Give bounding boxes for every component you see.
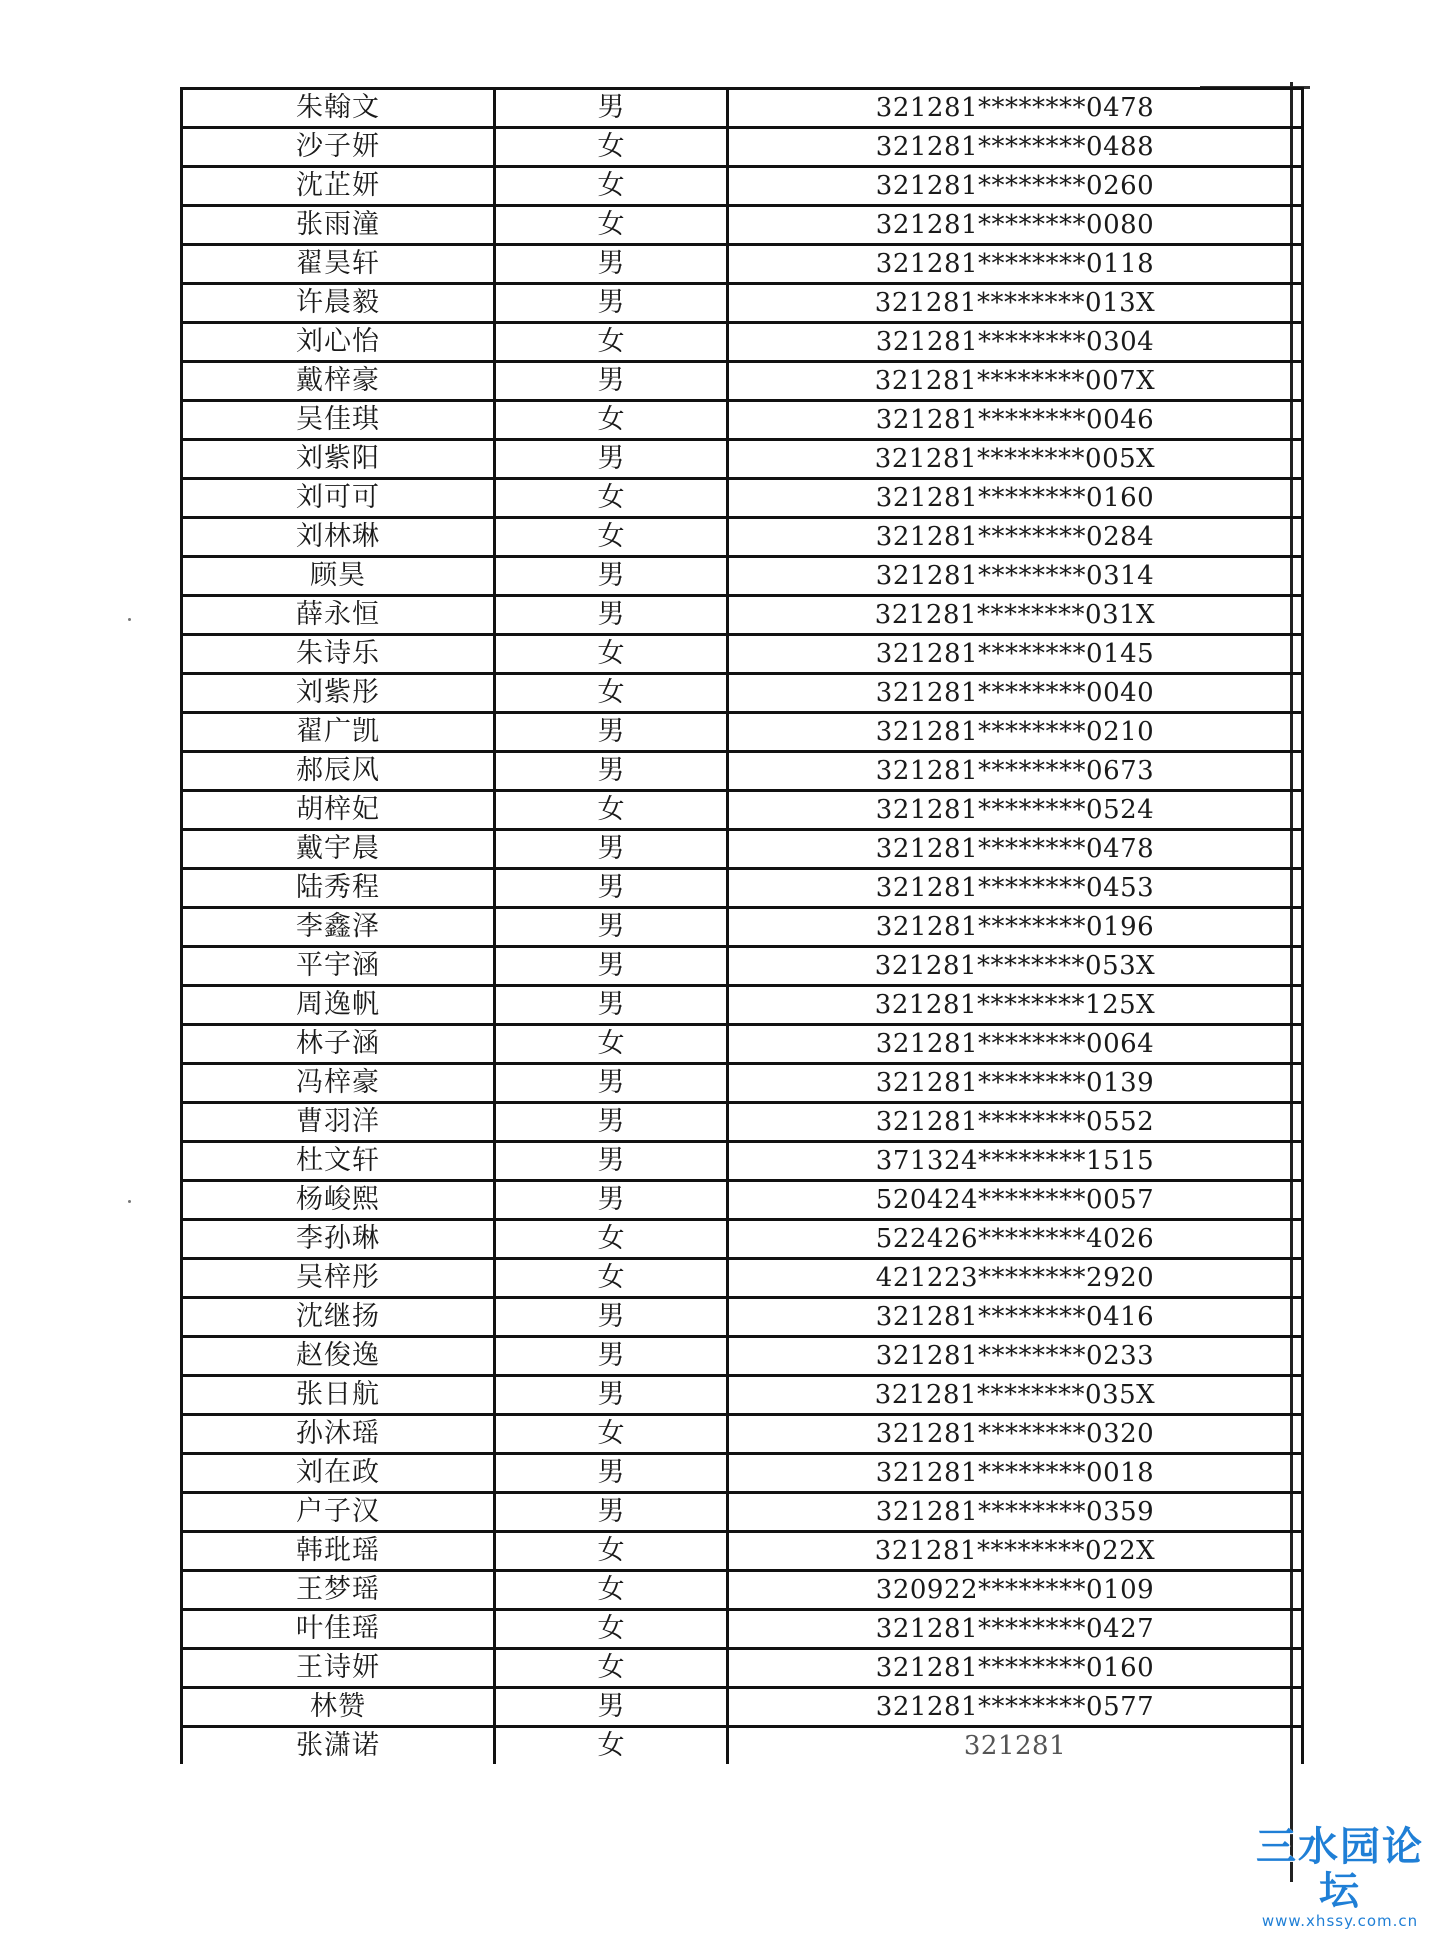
table-row — [182, 1220, 1303, 1259]
id-number-cell: 321281********0427 — [728, 1610, 1303, 1649]
name-cell: 朱翰文 — [182, 89, 495, 128]
name-cell: 林赞 — [182, 1688, 495, 1727]
gender-cell: 男 — [495, 947, 728, 986]
name-cell: 刘紫阳 — [182, 440, 495, 479]
gender-cell: 男 — [495, 89, 728, 128]
id-number-cell: 321281********0314 — [728, 557, 1303, 596]
id-number-cell: 321281********053X — [728, 947, 1303, 986]
table-row — [182, 557, 1303, 596]
forum-watermark — [1250, 1825, 1430, 1929]
gender-cell: 男 — [495, 284, 728, 323]
gender-cell: 男 — [495, 1454, 728, 1493]
name-cell: 陆秀程 — [182, 869, 495, 908]
id-number-cell: 520424********0057 — [728, 1181, 1303, 1220]
name-cell: 戴梓豪 — [182, 362, 495, 401]
table-row — [182, 1259, 1303, 1298]
scan-speck — [128, 618, 131, 621]
id-number-cell: 321281********0260 — [728, 167, 1303, 206]
gender-cell: 男 — [495, 1298, 728, 1337]
name-cell: 胡梓妃 — [182, 791, 495, 830]
table-row — [182, 1025, 1303, 1064]
gender-cell: 女 — [495, 323, 728, 362]
gender-cell: 男 — [495, 1688, 728, 1727]
gender-cell: 女 — [495, 401, 728, 440]
id-number-cell: 321281********0080 — [728, 206, 1303, 245]
name-cell: 户子汉 — [182, 1493, 495, 1532]
id-number-cell: 321281********0304 — [728, 323, 1303, 362]
id-number-cell: 321281********0145 — [728, 635, 1303, 674]
name-cell: 张日航 — [182, 1376, 495, 1415]
table-row — [182, 830, 1303, 869]
id-number-cell: 321281********0233 — [728, 1337, 1303, 1376]
id-number-cell: 321281********0524 — [728, 791, 1303, 830]
gender-cell: 女 — [495, 1259, 728, 1298]
roster-table-container — [180, 87, 1292, 1764]
name-cell: 吴梓彤 — [182, 1259, 495, 1298]
gender-cell: 男 — [495, 362, 728, 401]
id-number-cell: 321281********0673 — [728, 752, 1303, 791]
name-cell: 刘可可 — [182, 479, 495, 518]
id-number-cell: 321281********0359 — [728, 1493, 1303, 1532]
table-row — [182, 947, 1303, 986]
id-number-cell: 321281********0478 — [728, 89, 1303, 128]
gender-cell: 男 — [495, 830, 728, 869]
gender-cell: 女 — [495, 518, 728, 557]
gender-cell: 男 — [495, 1376, 728, 1415]
gender-cell: 男 — [495, 245, 728, 284]
name-cell: 林子涵 — [182, 1025, 495, 1064]
gender-cell: 男 — [495, 1064, 728, 1103]
table-row — [182, 167, 1303, 206]
table-row — [182, 284, 1303, 323]
table-row — [182, 1064, 1303, 1103]
table-row — [182, 1688, 1303, 1727]
id-number-cell: 321281********0552 — [728, 1103, 1303, 1142]
name-cell: 翟广凯 — [182, 713, 495, 752]
id-number-cell: 321281********0046 — [728, 401, 1303, 440]
gender-cell: 男 — [495, 596, 728, 635]
name-cell: 孙沐瑶 — [182, 1415, 495, 1454]
table-row — [182, 1376, 1303, 1415]
gender-cell: 男 — [495, 440, 728, 479]
table-row — [182, 128, 1303, 167]
table-row — [182, 1181, 1303, 1220]
roster-table-body — [182, 89, 1303, 1765]
table-row-partial — [182, 1727, 1303, 1765]
id-number-cell: 321281********0210 — [728, 713, 1303, 752]
table-row — [182, 1610, 1303, 1649]
roster-table — [180, 87, 1304, 1764]
id-number-cell: 321281********031X — [728, 596, 1303, 635]
gender-cell: 女 — [495, 1415, 728, 1454]
id-number-cell: 321281********022X — [728, 1532, 1303, 1571]
id-number-cell: 321281********0139 — [728, 1064, 1303, 1103]
name-cell: 薛永恒 — [182, 596, 495, 635]
table-row — [182, 479, 1303, 518]
table-row — [182, 362, 1303, 401]
name-cell: 王诗妍 — [182, 1649, 495, 1688]
name-cell: 李鑫泽 — [182, 908, 495, 947]
name-cell: 戴宇晨 — [182, 830, 495, 869]
table-row — [182, 1298, 1303, 1337]
table-row — [182, 1337, 1303, 1376]
gender-cell: 男 — [495, 986, 728, 1025]
gender-cell: 男 — [495, 1493, 728, 1532]
name-cell: 顾昊 — [182, 557, 495, 596]
scan-speck — [128, 1200, 131, 1203]
name-cell: 李孙琳 — [182, 1220, 495, 1259]
gender-cell: 男 — [495, 557, 728, 596]
name-cell: 刘心怡 — [182, 323, 495, 362]
gender-cell: 女 — [495, 1571, 728, 1610]
name-cell: 叶佳瑶 — [182, 1610, 495, 1649]
watermark-logo: 三水园论坛 — [1256, 1824, 1424, 1914]
table-row — [182, 1415, 1303, 1454]
name-cell: 赵俊逸 — [182, 1337, 495, 1376]
table-row — [182, 1142, 1303, 1181]
name-cell: 韩玭瑶 — [182, 1532, 495, 1571]
id-number-cell: 522426********4026 — [728, 1220, 1303, 1259]
table-row — [182, 1103, 1303, 1142]
table-row — [182, 986, 1303, 1025]
gender-cell: 女 — [495, 167, 728, 206]
table-row — [182, 518, 1303, 557]
gender-cell: 女 — [495, 791, 728, 830]
name-cell: 平宇涵 — [182, 947, 495, 986]
gender-cell: 男 — [495, 752, 728, 791]
name-cell: 吴佳琪 — [182, 401, 495, 440]
id-number-cell: 321281********0160 — [728, 1649, 1303, 1688]
gender-cell: 女 — [495, 1025, 728, 1064]
gender-cell: 男 — [495, 1142, 728, 1181]
id-number-cell: 320922********0109 — [728, 1571, 1303, 1610]
gender-cell: 男 — [495, 908, 728, 947]
gender-cell: 男 — [495, 1337, 728, 1376]
table-row — [182, 1493, 1303, 1532]
gender-cell: 男 — [495, 869, 728, 908]
id-number-cell: 321281********0064 — [728, 1025, 1303, 1064]
table-row — [182, 323, 1303, 362]
table-row — [182, 401, 1303, 440]
name-cell: 冯梓豪 — [182, 1064, 495, 1103]
id-number-cell: 321281********035X — [728, 1376, 1303, 1415]
name-cell: 许晨毅 — [182, 284, 495, 323]
name-cell: 朱诗乐 — [182, 635, 495, 674]
id-number-cell: 321281********0453 — [728, 869, 1303, 908]
name-cell: 张潇诺 — [182, 1727, 495, 1765]
name-cell: 郝辰风 — [182, 752, 495, 791]
name-cell: 刘在政 — [182, 1454, 495, 1493]
gender-cell: 女 — [495, 479, 728, 518]
table-row — [182, 1454, 1303, 1493]
id-number-cell: 321281********0018 — [728, 1454, 1303, 1493]
table-row — [182, 89, 1303, 128]
gender-cell: 女 — [495, 635, 728, 674]
table-row — [182, 245, 1303, 284]
name-cell: 沙子妍 — [182, 128, 495, 167]
table-row — [182, 206, 1303, 245]
id-number-cell: 321281 — [728, 1727, 1303, 1765]
name-cell: 杨峻熙 — [182, 1181, 495, 1220]
name-cell: 王梦瑶 — [182, 1571, 495, 1610]
id-number-cell: 321281********013X — [728, 284, 1303, 323]
id-number-cell: 321281********0577 — [728, 1688, 1303, 1727]
id-number-cell: 321281********0118 — [728, 245, 1303, 284]
watermark-url: www.xhssy.com.cn — [1261, 1912, 1419, 1930]
gender-cell: 女 — [495, 1649, 728, 1688]
gender-cell: 女 — [495, 1610, 728, 1649]
table-row — [182, 752, 1303, 791]
id-number-cell: 321281********0320 — [728, 1415, 1303, 1454]
gender-cell: 男 — [495, 1103, 728, 1142]
table-row — [182, 596, 1303, 635]
name-cell: 刘林琳 — [182, 518, 495, 557]
name-cell: 周逸帆 — [182, 986, 495, 1025]
id-number-cell: 421223********2920 — [728, 1259, 1303, 1298]
id-number-cell: 321281********0196 — [728, 908, 1303, 947]
name-cell: 翟昊轩 — [182, 245, 495, 284]
table-row — [182, 713, 1303, 752]
id-number-cell: 321281********0040 — [728, 674, 1303, 713]
id-number-cell: 321281********007X — [728, 362, 1303, 401]
table-row — [182, 440, 1303, 479]
name-cell: 张雨潼 — [182, 206, 495, 245]
gender-cell: 女 — [495, 1532, 728, 1571]
table-row — [182, 1649, 1303, 1688]
name-cell: 沈继扬 — [182, 1298, 495, 1337]
name-cell: 刘紫彤 — [182, 674, 495, 713]
name-cell: 曹羽洋 — [182, 1103, 495, 1142]
id-number-cell: 321281********0160 — [728, 479, 1303, 518]
table-row — [182, 869, 1303, 908]
table-row — [182, 674, 1303, 713]
id-number-cell: 371324********1515 — [728, 1142, 1303, 1181]
table-row — [182, 1532, 1303, 1571]
name-cell: 杜文轩 — [182, 1142, 495, 1181]
table-row — [182, 908, 1303, 947]
table-row — [182, 635, 1303, 674]
id-number-cell: 321281********0416 — [728, 1298, 1303, 1337]
name-cell: 沈芷妍 — [182, 167, 495, 206]
id-number-cell: 321281********0488 — [728, 128, 1303, 167]
id-number-cell: 321281********0284 — [728, 518, 1303, 557]
id-number-cell: 321281********125X — [728, 986, 1303, 1025]
gender-cell: 女 — [495, 206, 728, 245]
gender-cell: 女 — [495, 1727, 728, 1765]
gender-cell: 男 — [495, 713, 728, 752]
table-row — [182, 1571, 1303, 1610]
gender-cell: 男 — [495, 1181, 728, 1220]
gender-cell: 女 — [495, 128, 728, 167]
gender-cell: 女 — [495, 674, 728, 713]
id-number-cell: 321281********0478 — [728, 830, 1303, 869]
id-number-cell: 321281********005X — [728, 440, 1303, 479]
table-row — [182, 791, 1303, 830]
gender-cell: 女 — [495, 1220, 728, 1259]
